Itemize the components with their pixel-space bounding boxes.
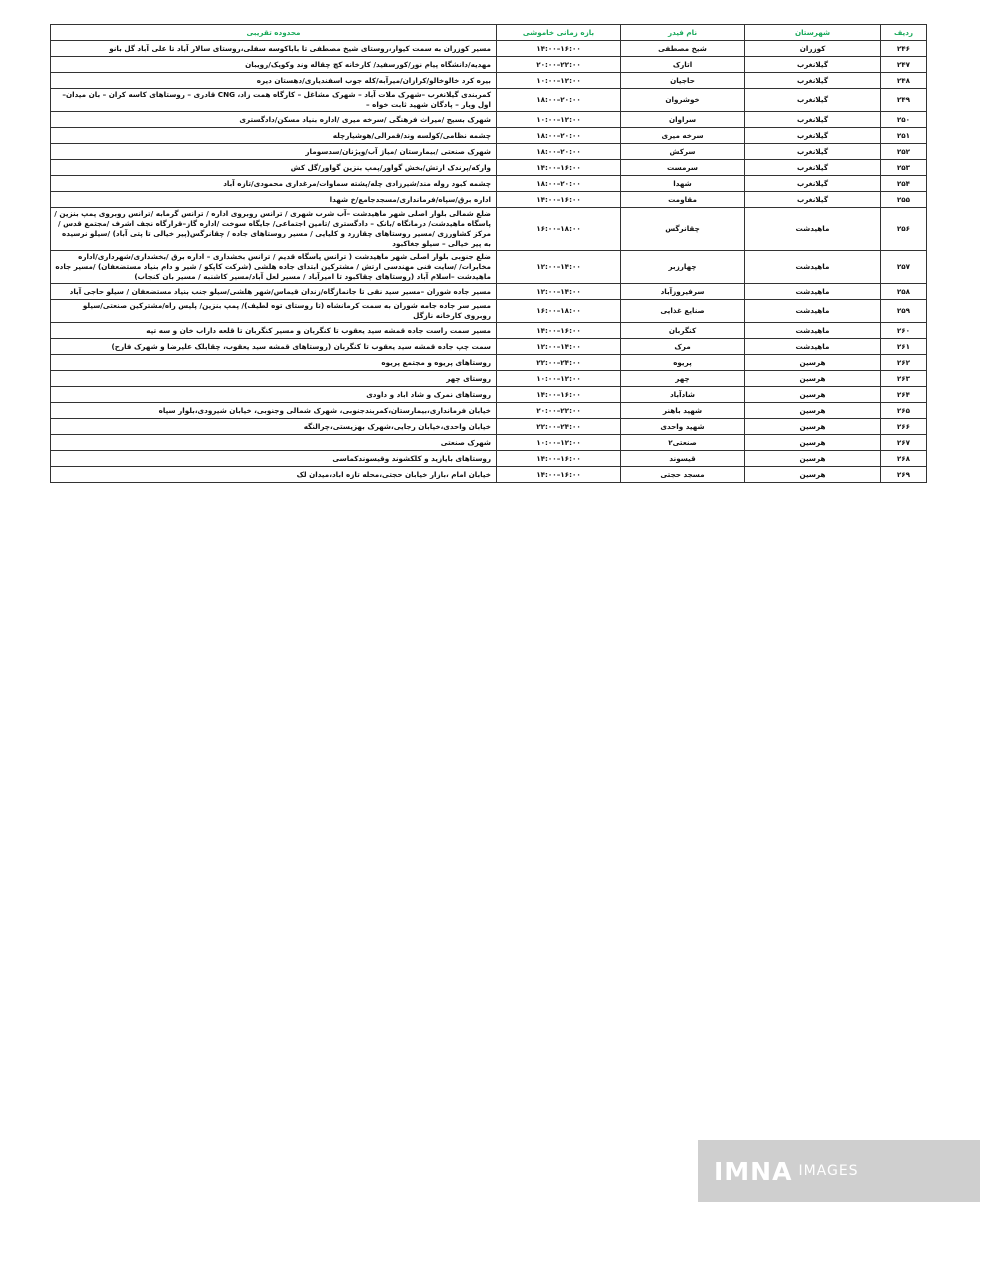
cell-row-number: ۲۴۶ <box>881 41 927 57</box>
table-row <box>51 451 927 467</box>
cell-row-number: ۲۵۴ <box>881 176 927 192</box>
cell-feeder: شهید واحدی <box>621 419 745 435</box>
cell-county: هرسین <box>745 371 881 387</box>
cell-time: ۲۲:۰۰–۲۰:۰۰ <box>497 57 621 73</box>
table-row <box>51 192 927 208</box>
cell-feeder: مقاومت <box>621 192 745 208</box>
cell-row-number: ۲۶۵ <box>881 403 927 419</box>
cell-feeder: اتارک <box>621 57 745 73</box>
cell-feeder: کنگربان <box>621 323 745 339</box>
cell-time: ۱۶:۰۰–۱۴:۰۰ <box>497 41 621 57</box>
cell-county: گیلانغرب <box>745 89 881 112</box>
cell-time: ۱۸:۰۰–۱۶:۰۰ <box>497 208 621 251</box>
cell-area: ضلع جنوبی بلوار اصلی شهر ماهیدشت ( ترانس پاسگاه قدیم / ترانس بخشداری – اداره برق /بخشداری/شهرداری/اداره مخابرات/ /سایت فنی مهندسی ارتش / مشترکین ابتدای جاده هلشی (شرکت کاپکو / شیر و دام بنیاد مستضعفان) /مسیر جاده ماهیدشت –اسلام آباد (روستاهای چقاکبود تا امیرآباد / مسیر لعل آباد/مسیر کاشنبه / مسیر بان کنجاب) <box>51 251 497 284</box>
cell-time: ۱۲:۰۰–۱۰:۰۰ <box>497 435 621 451</box>
table-row <box>51 144 927 160</box>
cell-time: ۱۸:۰۰–۱۶:۰۰ <box>497 300 621 323</box>
table-row <box>51 467 927 483</box>
cell-feeder: چقانرگس <box>621 208 745 251</box>
cell-feeder: چهر <box>621 371 745 387</box>
cell-feeder: شادآباد <box>621 387 745 403</box>
cell-row-number: ۲۶۴ <box>881 387 927 403</box>
cell-area: چشمه نظامی/کولسه وند/قمرالی/هوشیارچله <box>51 128 497 144</box>
cell-area: سمت چپ جاده قمشه سید یعقوب تا کنگربان (روستاهای قمشه سید یعقوب، چقابلک علیرضا و شهرک فارح) <box>51 339 497 355</box>
cell-time: ۱۶:۰۰–۱۴:۰۰ <box>497 160 621 176</box>
watermark <box>698 1140 980 1202</box>
cell-county: کوزران <box>745 41 881 57</box>
cell-county: گیلانغرب <box>745 176 881 192</box>
cell-county: هرسین <box>745 451 881 467</box>
cell-county: گیلانغرب <box>745 57 881 73</box>
cell-feeder: صنعتی۲ <box>621 435 745 451</box>
cell-county: هرسین <box>745 403 881 419</box>
cell-row-number: ۲۶۶ <box>881 419 927 435</box>
cell-feeder: پریوه <box>621 355 745 371</box>
outage-table-container <box>50 24 926 483</box>
cell-row-number: ۲۵۹ <box>881 300 927 323</box>
cell-time: ۲۴:۰۰–۲۲:۰۰ <box>497 355 621 371</box>
cell-area: خیابان فرمانداری،بیمارستان،کمربندجنوبی، شهرک شمالی وجنوبی، خیابان شیرودی،بلوار سپاه <box>51 403 497 419</box>
cell-time: ۲۰:۰۰–۱۸:۰۰ <box>497 128 621 144</box>
cell-row-number: ۲۴۷ <box>881 57 927 73</box>
cell-time: ۲۰:۰۰–۱۸:۰۰ <box>497 89 621 112</box>
cell-row-number: ۲۵۵ <box>881 192 927 208</box>
cell-feeder: صنایع غذایی <box>621 300 745 323</box>
table-row <box>51 128 927 144</box>
cell-county: هرسین <box>745 419 881 435</box>
table-row <box>51 323 927 339</box>
cell-row-number: ۲۵۱ <box>881 128 927 144</box>
cell-area: روستاهای پریوه و مجتمع پریوه <box>51 355 497 371</box>
cell-county: گیلانغرب <box>745 160 881 176</box>
cell-county: هرسین <box>745 387 881 403</box>
cell-row-number: ۲۵۳ <box>881 160 927 176</box>
cell-area: روستاهای نمرک و شاد اباد و داودی <box>51 387 497 403</box>
cell-time: ۱۶:۰۰–۱۴:۰۰ <box>497 387 621 403</box>
table-row <box>51 41 927 57</box>
watermark-logo: IMNA <box>714 1156 793 1186</box>
cell-county: هرسین <box>745 467 881 483</box>
table-row <box>51 387 927 403</box>
cell-time: ۲۰:۰۰–۱۸:۰۰ <box>497 144 621 160</box>
table-row <box>51 284 927 300</box>
cell-time: ۱۲:۰۰–۱۰:۰۰ <box>497 371 621 387</box>
cell-time: ۱۶:۰۰–۱۴:۰۰ <box>497 451 621 467</box>
cell-time: ۱۴:۰۰–۱۲:۰۰ <box>497 251 621 284</box>
cell-row-number: ۲۶۰ <box>881 323 927 339</box>
watermark-suffix: IMAGES <box>798 1163 859 1179</box>
cell-area: اداره برق/سپاه/فرمانداری/مسجدجامع/خ شهدا <box>51 192 497 208</box>
cell-feeder: قیسوند <box>621 451 745 467</box>
table-row <box>51 112 927 128</box>
cell-time: ۱۶:۰۰–۱۴:۰۰ <box>497 467 621 483</box>
table-row <box>51 208 927 251</box>
cell-time: ۱۲:۰۰–۱۰:۰۰ <box>497 112 621 128</box>
table-row <box>51 371 927 387</box>
cell-county: گیلانغرب <box>745 128 881 144</box>
cell-feeder: مرک <box>621 339 745 355</box>
cell-row-number: ۲۴۸ <box>881 73 927 89</box>
cell-county: ماهیدشت <box>745 284 881 300</box>
cell-row-number: ۲۵۶ <box>881 208 927 251</box>
cell-row-number: ۲۵۰ <box>881 112 927 128</box>
header-area: محدوده تقریبی <box>51 25 497 41</box>
cell-area: بیره کرد خالوخالو/کرازان/میرآبه/کله جوب اسفندیاری/دهستان دیره <box>51 73 497 89</box>
cell-area: مسیر سمت راست جاده قمشه سید یعقوب تا کنگربان و مسیر کنگربان تا قلعه داراب خان و سه تپه <box>51 323 497 339</box>
cell-row-number: ۲۶۹ <box>881 467 927 483</box>
cell-row-number: ۲۵۲ <box>881 144 927 160</box>
cell-area: روستاهای بایازید و کلکشوند وقیسوندکماسی <box>51 451 497 467</box>
cell-county: گیلانغرب <box>745 144 881 160</box>
table-row <box>51 435 927 451</box>
cell-row-number: ۲۶۷ <box>881 435 927 451</box>
cell-area: خیابان امام ،بازار خیابان حجتی،محله تازه اباد،میدان لک <box>51 467 497 483</box>
cell-row-number: ۲۶۲ <box>881 355 927 371</box>
header-county: شهرستان <box>745 25 881 41</box>
cell-feeder: سرکش <box>621 144 745 160</box>
cell-area: خیابان واحدی،خیابان رجایی،شهرک بهزیستی،چرالنگه <box>51 419 497 435</box>
header-time: بازه زمانی خاموشی <box>497 25 621 41</box>
cell-row-number: ۲۵۷ <box>881 251 927 284</box>
cell-feeder: سرمست <box>621 160 745 176</box>
cell-area: مهدیه/دانشگاه پیام نور/کورسفید/ کارخانه کچ چقاله وند وکویک/رویبان <box>51 57 497 73</box>
cell-area: کمربندی گیلانغرب –شهرک ملات آباد – شهرک مشاغل – کارگاه همت زاد، CNG قادری – روستاهای کاسه کران – بان میدان– اول ویار – پادگان شهید ثابت خواه – <box>51 89 497 112</box>
cell-feeder: سرفیروزآباد <box>621 284 745 300</box>
cell-area: چشمه کبود روله مند/شیرزادی چله/پشته سماوات/مرغداری محمودی/تازه آباد <box>51 176 497 192</box>
cell-county: ماهیدشت <box>745 323 881 339</box>
table-row <box>51 251 927 284</box>
cell-area: مسیر سر جاده جامه شوران به سمت کرمانشاه (تا روستای توه لطیف)/ پمپ بنزین/ پلیس راه/مشترکین صنعتی/سیلو روبروی کارخانه نازگل <box>51 300 497 323</box>
cell-feeder: سرخه میری <box>621 128 745 144</box>
cell-county: گیلانغرب <box>745 112 881 128</box>
cell-row-number: ۲۴۹ <box>881 89 927 112</box>
cell-county: ماهیدشت <box>745 251 881 284</box>
header-feeder: نام فیدر <box>621 25 745 41</box>
cell-time: ۱۲:۰۰–۱۰:۰۰ <box>497 73 621 89</box>
table-row <box>51 339 927 355</box>
cell-feeder: سراوان <box>621 112 745 128</box>
cell-time: ۱۴:۰۰–۱۲:۰۰ <box>497 339 621 355</box>
outage-table <box>50 24 927 483</box>
cell-area: مسیر جاده شوران –مسیر سید نقی تا جانمازگاه/زندان قیماس/شهر هلشی/سیلو جنب بنیاد مستضعفان / سیلو حاجی آباد <box>51 284 497 300</box>
cell-area: شهرک صنعتی <box>51 435 497 451</box>
cell-time: ۲۰:۰۰–۱۸:۰۰ <box>497 176 621 192</box>
table-body <box>51 41 927 483</box>
table-row <box>51 176 927 192</box>
table-row <box>51 89 927 112</box>
cell-county: گیلانغرب <box>745 192 881 208</box>
cell-county: گیلانغرب <box>745 73 881 89</box>
cell-time: ۲۴:۰۰–۲۲:۰۰ <box>497 419 621 435</box>
cell-feeder: شهید باهنر <box>621 403 745 419</box>
cell-time: ۱۶:۰۰–۱۴:۰۰ <box>497 192 621 208</box>
table-row <box>51 355 927 371</box>
cell-county: هرسین <box>745 355 881 371</box>
cell-area: شهرک بسیج /میراث فرهنگی /سرخه میری /اداره بنیاد مسکن/دادگستری <box>51 112 497 128</box>
cell-feeder: حاجیان <box>621 73 745 89</box>
table-row <box>51 73 927 89</box>
cell-feeder: چهارزبر <box>621 251 745 284</box>
cell-county: ماهیدشت <box>745 339 881 355</box>
cell-feeder: شهدا <box>621 176 745 192</box>
cell-row-number: ۲۶۸ <box>881 451 927 467</box>
cell-area: شهرک صنعتی /بیمارستان /میاژ آب/ویژنان/سدسومار <box>51 144 497 160</box>
cell-time: ۲۲:۰۰–۲۰:۰۰ <box>497 403 621 419</box>
header-row-number: ردیف <box>881 25 927 41</box>
table-row <box>51 403 927 419</box>
cell-time: ۱۴:۰۰–۱۲:۰۰ <box>497 284 621 300</box>
table-header-row <box>51 25 927 41</box>
cell-row-number: ۲۶۳ <box>881 371 927 387</box>
cell-county: ماهیدشت <box>745 208 881 251</box>
cell-area: ضلع شمالی بلوار اصلی شهر ماهیدشت –آب شرب شهری / ترانس روبروی اداره / ترانس گرمابه /ترانس روبروی پمپ بنزین /پاسگاه ماهیدشت/ درمانگاه /بانک – دادگستری /تامین اجتماعی/ جایگاه سوخت /اداره گاز–قرارگاه نجف اشرف /مجتمع قدس /مرکز کشاورزی /مسیر روستاهای چقازرد و کلیایی / مسیر روستاهای جاده / چقانرگس(پیر خیالی تا پتی آباد) /سیلو نرسیده به پیر خیالی – سیلو جغاکبود <box>51 208 497 251</box>
cell-area: مسیر کوزران به سمت کیوار،روستای شیخ مصطفی تا باباکوسه سفلی،روستای سالار آباد تا علی آباد گل بانو <box>51 41 497 57</box>
table-row <box>51 419 927 435</box>
cell-feeder: مسجد حجتی <box>621 467 745 483</box>
cell-county: ماهیدشت <box>745 300 881 323</box>
table-row <box>51 160 927 176</box>
cell-time: ۱۶:۰۰–۱۴:۰۰ <box>497 323 621 339</box>
cell-feeder: خوشروان <box>621 89 745 112</box>
cell-feeder: شیخ مصطفی <box>621 41 745 57</box>
cell-row-number: ۲۵۸ <box>881 284 927 300</box>
cell-area: وارکه/پرندک ارتش/بخش گواور/پمپ بنزین گواور/گل کش <box>51 160 497 176</box>
table-row <box>51 57 927 73</box>
cell-county: هرسین <box>745 435 881 451</box>
cell-row-number: ۲۶۱ <box>881 339 927 355</box>
cell-area: روستای چهر <box>51 371 497 387</box>
table-row <box>51 300 927 323</box>
